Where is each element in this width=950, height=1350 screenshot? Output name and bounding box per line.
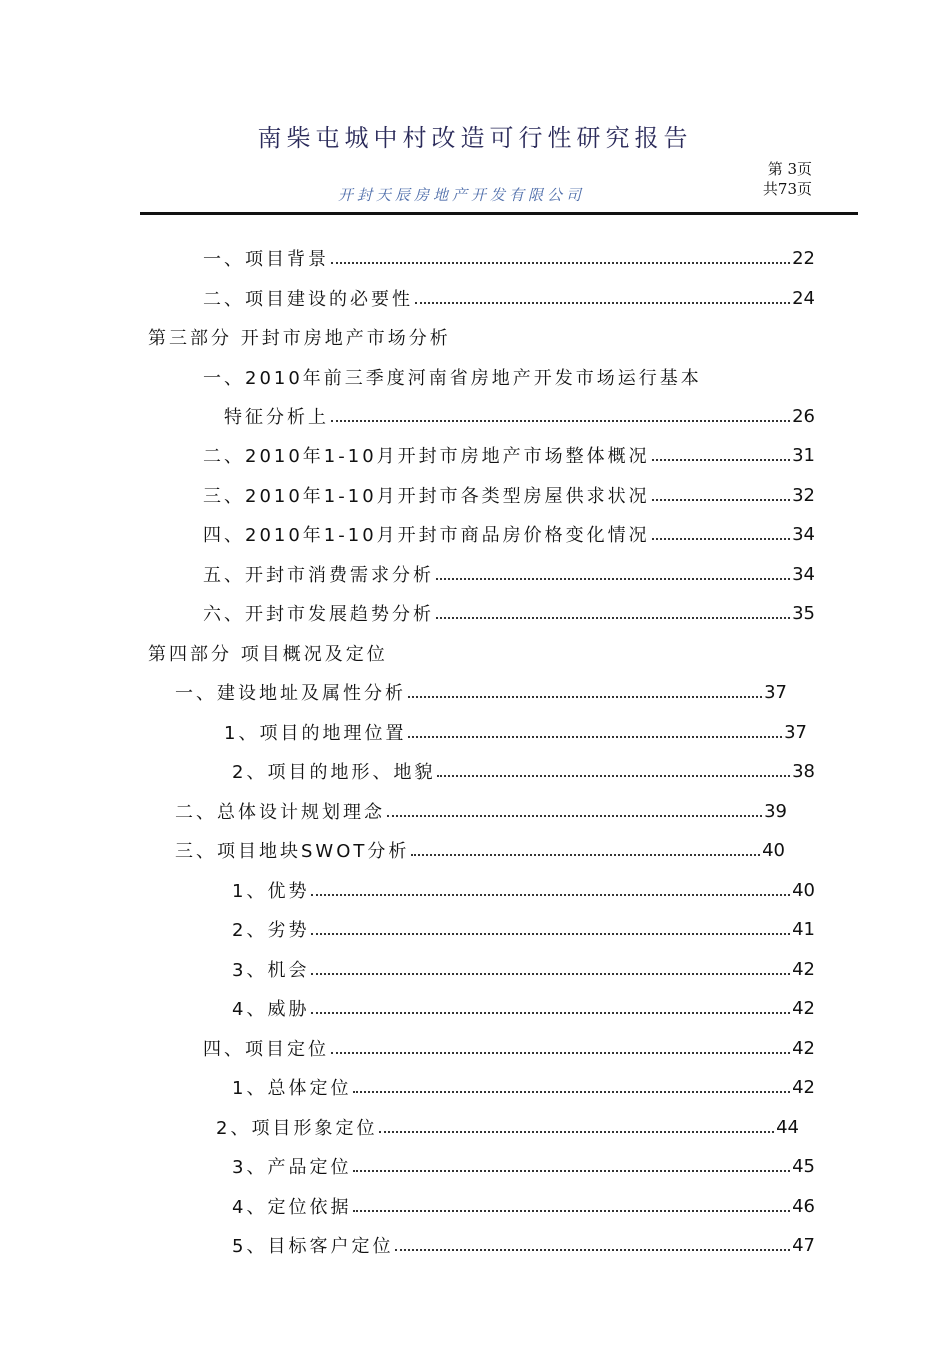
toc-entry-page: 46	[792, 1195, 815, 1217]
dot-leader	[353, 1170, 790, 1172]
toc-entry[interactable]	[232, 955, 815, 983]
toc-entry-title: 六、开封市发展趋势分析	[203, 604, 434, 625]
toc-entry-page: 41	[792, 918, 815, 940]
toc-entry[interactable]	[232, 757, 815, 785]
toc-entry[interactable]	[232, 915, 815, 943]
toc-entry-title: 三、2010年1-10月开封市各类型房屋供求状况	[203, 486, 650, 507]
toc-entry-page: 31	[792, 444, 815, 466]
toc-entry[interactable]	[203, 1034, 815, 1062]
dot-leader	[331, 262, 790, 264]
toc-entry-title: 一、建设地址及属性分析	[175, 683, 406, 704]
dot-leader	[415, 302, 790, 304]
dot-leader	[387, 815, 762, 817]
dot-leader	[353, 1210, 790, 1212]
toc-entry-title: 3、产品定位	[232, 1157, 352, 1178]
toc-entry-page: 32	[792, 484, 815, 506]
dot-leader	[652, 499, 790, 501]
toc-entry-title: 1、项目的地理位置	[224, 723, 407, 744]
dot-leader	[652, 459, 790, 461]
toc-entry[interactable]	[175, 836, 785, 864]
toc-entry-title: 5、目标客户定位	[232, 1236, 394, 1257]
toc-entry[interactable]	[203, 244, 815, 272]
toc-section-heading[interactable]	[148, 639, 388, 667]
toc-entry-title: 2、项目形象定位	[216, 1118, 378, 1139]
toc-entry-title: 1、优势	[232, 881, 310, 902]
toc-entry-title: 四、2010年1-10月开封市商品房价格变化情况	[203, 525, 650, 546]
toc-entry-title: 五、开封市消费需求分析	[203, 565, 434, 586]
toc-entry-title: 二、2010年1-10月开封市房地产市场整体概况	[203, 446, 650, 467]
toc-entry-title: 4、威胁	[232, 999, 310, 1020]
toc-entry-title: 四、项目定位	[203, 1039, 329, 1060]
dot-leader	[408, 696, 762, 698]
dot-leader	[411, 854, 760, 856]
toc-entry[interactable]	[175, 678, 787, 706]
toc-entry[interactable]	[216, 1113, 799, 1141]
toc-entry-title: 3、机会	[232, 960, 310, 981]
toc-entry[interactable]	[203, 599, 815, 627]
toc-entry[interactable]	[203, 441, 815, 469]
toc-entry-title: 二、总体设计规划理念	[175, 802, 385, 823]
toc-entry-continuation[interactable]	[224, 402, 815, 430]
toc-entry[interactable]	[232, 1192, 815, 1220]
toc-entry-page: 37	[784, 721, 807, 743]
toc-entry-page: 42	[792, 1037, 815, 1059]
total-pages: 共73页	[762, 180, 812, 198]
company-name: 开封天辰房地产开发有限公司	[338, 186, 586, 204]
dot-leader	[331, 420, 790, 422]
toc-entry-page: 42	[792, 1076, 815, 1098]
toc-entry-title: 2、劣势	[232, 920, 310, 941]
toc-entry-title: 二、项目建设的必要性	[203, 289, 413, 310]
dot-leader	[311, 894, 790, 896]
toc-entry-page: 26	[792, 405, 815, 427]
toc-entry[interactable]	[232, 1152, 815, 1180]
toc-entry-page: 40	[792, 879, 815, 901]
toc-entry-title: 一、2010年前三季度河南省房地产开发市场运行基本	[203, 368, 702, 389]
toc-entry-page: 34	[792, 563, 815, 585]
toc-section-heading[interactable]	[148, 323, 451, 351]
toc-entry-page: 44	[776, 1116, 799, 1138]
toc-entry-page: 22	[792, 247, 815, 269]
toc-entry-title: 2、项目的地形、地貌	[232, 762, 436, 783]
toc-entry[interactable]	[203, 481, 815, 509]
dot-leader	[311, 933, 790, 935]
toc-entry[interactable]	[232, 1073, 815, 1101]
toc-entry[interactable]	[203, 560, 815, 588]
toc-entry[interactable]	[175, 797, 787, 825]
dot-leader	[408, 736, 782, 738]
toc-entry-page: 40	[762, 839, 785, 861]
document-title: 南柴屯城中村改造可行性研究报告	[257, 124, 693, 152]
dot-leader	[311, 973, 790, 975]
toc-entry-title: 第四部分 项目概况及定位	[148, 644, 388, 665]
toc-entry-page: 39	[764, 800, 787, 822]
dot-leader	[436, 578, 790, 580]
toc-entry-page: 47	[792, 1234, 815, 1256]
toc-entry-page: 34	[792, 523, 815, 545]
toc-entry[interactable]	[232, 1231, 815, 1259]
toc-entry-page: 37	[764, 681, 787, 703]
toc-entry-page: 38	[792, 760, 815, 782]
dot-leader	[379, 1131, 774, 1133]
dot-leader	[353, 1091, 790, 1093]
dot-leader	[436, 617, 790, 619]
toc-entry[interactable]	[203, 284, 815, 312]
toc-entry[interactable]	[232, 876, 815, 904]
toc-entry-title: 第三部分 开封市房地产市场分析	[148, 328, 451, 349]
dot-leader	[437, 775, 790, 777]
current-page: 第 3页	[767, 160, 812, 178]
toc-entry-title: 三、项目地块SWOT分析	[175, 841, 410, 862]
toc-entry-title: 4、定位依据	[232, 1197, 352, 1218]
toc-entry[interactable]	[203, 363, 702, 391]
toc-entry[interactable]	[232, 994, 815, 1022]
toc-entry-page: 35	[792, 602, 815, 624]
toc-entry-page: 24	[792, 287, 815, 309]
toc-entry-title: 一、项目背景	[203, 249, 329, 270]
toc-entry-page: 45	[792, 1155, 815, 1177]
dot-leader	[331, 1052, 790, 1054]
toc-entry[interactable]	[224, 718, 807, 746]
dot-leader	[311, 1012, 790, 1014]
toc-entry-title: 1、总体定位	[232, 1078, 352, 1099]
toc-entry-title: 特征分析上	[224, 407, 329, 428]
toc-entry[interactable]	[203, 520, 815, 548]
toc-entry-page: 42	[792, 997, 815, 1019]
toc-entry-page: 42	[792, 958, 815, 980]
dot-leader	[652, 538, 790, 540]
dot-leader	[395, 1249, 790, 1251]
